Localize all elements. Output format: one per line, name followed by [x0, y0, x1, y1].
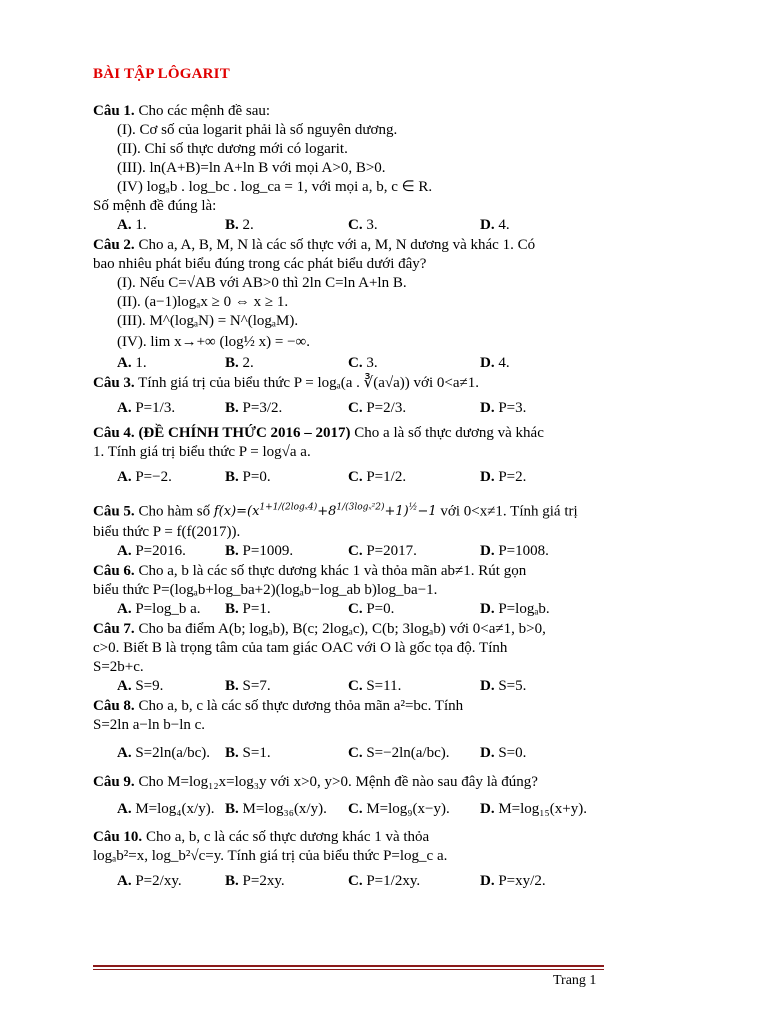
question-text-continued: logₐb²=x, log_b²√c=y. Tính giá trị của biểu thức P=log_c a. — [93, 848, 448, 864]
question-1 — [93, 102, 713, 236]
question-text: Tính giá trị của biểu thức P = logₐ(a . ∛(a√a)) với 0<a≠1. — [138, 375, 479, 391]
option-c[interactable]: C. 3. — [348, 217, 378, 233]
option-a[interactable]: A. P=1/3. — [117, 400, 176, 416]
option-c[interactable]: C. P=1/2. — [348, 469, 407, 485]
exam-source: (ĐỀ CHÍNH THỨC 2016 – 2017) — [138, 425, 351, 441]
statement: (I). Cơ số của logarit phải là số nguyên dương. — [117, 122, 398, 138]
question-text: Cho a là số thực dương và khác — [354, 425, 544, 441]
question-label: Câu 10. — [93, 829, 143, 845]
statement: (III). M^(logₐN) = N^(logₐM). — [117, 313, 299, 329]
option-c[interactable]: C. P=2/3. — [348, 400, 407, 416]
option-b[interactable]: B. P=1009. — [225, 543, 294, 559]
option-d[interactable]: D. P=3. — [480, 400, 527, 416]
option-a[interactable]: A. S=9. — [117, 678, 164, 694]
option-c[interactable]: C. M=log₉(x−y). — [348, 801, 450, 817]
option-b[interactable]: B. P=3/2. — [225, 400, 283, 416]
statement: (III). ln(A+B)=ln A+ln B với mọi A>0, B>0. — [117, 160, 386, 176]
footer-rule-thin — [93, 969, 604, 970]
function-formula: $f(x)=(x^{1+1/(2log_x4)}+8^{1/(3log_x^22)}+1)^{\frac{1}{2}}-1$ — [213, 503, 437, 520]
question-label: Câu 3. — [93, 375, 135, 391]
question-9 — [93, 773, 713, 828]
option-d[interactable]: D. P=1008. — [480, 543, 549, 559]
statement: (I). Nếu C=√AB với AB>0 thì 2ln C=ln A+ln B. — [117, 275, 407, 291]
question-6 — [93, 562, 713, 620]
option-d[interactable]: D. P=xy/2. — [480, 873, 546, 889]
option-a[interactable]: A. P=log_b a. — [117, 601, 201, 617]
option-b[interactable]: B. P=1. — [225, 601, 271, 617]
question-8 — [93, 697, 713, 773]
option-a[interactable]: A. P=−2. — [117, 469, 172, 485]
answer-options — [93, 792, 713, 828]
question-text: Cho hàm số — [138, 503, 211, 520]
question-tail: Số mệnh đề đúng là: — [93, 198, 217, 214]
option-d[interactable]: D. S=0. — [480, 745, 527, 761]
option-a[interactable]: A. P=2/xy. — [117, 873, 182, 889]
option-d[interactable]: D. 4. — [480, 217, 510, 233]
question-text-continued: biểu thức P=(logₐb+log_ba+2)(logₐb−log_ab b)log_ba−1. — [93, 582, 438, 598]
option-c[interactable]: C. P=2017. — [348, 543, 417, 559]
page-title: BÀI TẬP LÔGARIT — [93, 66, 230, 82]
option-c[interactable]: C. S=−2ln(a/bc). — [348, 745, 450, 761]
question-text: Cho a, b, c là các số thực dương thỏa mãn a²=bc. Tính — [138, 698, 464, 714]
option-c[interactable]: C. S=11. — [348, 678, 402, 694]
option-b[interactable]: B. 2. — [225, 217, 254, 233]
answer-options — [93, 216, 713, 236]
question-3 — [93, 374, 713, 424]
question-text: Cho các mệnh đề sau: — [138, 103, 271, 119]
question-7 — [93, 620, 713, 697]
option-a[interactable]: A. P=2016. — [117, 543, 186, 559]
question-label: Câu 7. — [93, 621, 135, 637]
question-2 — [93, 236, 713, 374]
question-text-continued: S=2ln a−ln b−ln c. — [93, 717, 206, 733]
option-b[interactable]: B. S=7. — [225, 678, 271, 694]
question-4 — [93, 424, 713, 493]
statement: (IV) logₐb . log_bc . log_ca = 1, với mọi a, b, c ∈ R. — [117, 179, 433, 195]
question-text: Cho ba điểm A(b; logₐb), B(c; 2logₐc), C(b; 3logₐb) với 0<a≠1, b>0, — [138, 621, 546, 637]
question-text: Cho a, b là các số thực dương khác 1 và thỏa mãn ab≠1. Rút gọn — [138, 563, 527, 579]
option-b[interactable]: B. P=0. — [225, 469, 271, 485]
question-text-continued: S=2b+c. — [93, 659, 144, 675]
option-b[interactable]: B. 2. — [225, 355, 254, 371]
answer-options — [93, 542, 713, 562]
option-c[interactable]: C. P=0. — [348, 601, 395, 617]
statement: (IV). lim x→+∞ (log½ x) = −∞. — [117, 334, 310, 350]
option-a[interactable]: A. 1. — [117, 217, 147, 233]
option-c[interactable]: C. P=1/2xy. — [348, 873, 421, 889]
option-d[interactable]: D. 4. — [480, 355, 510, 371]
option-b[interactable]: B. M=log₃₆(x/y). — [225, 801, 327, 817]
answer-options — [93, 735, 713, 773]
question-text: Cho a, b, c là các số thực dương khác 1 và thỏa — [145, 829, 430, 845]
statement: (II). (a−1)logₐx ≥ 0 ⇔ x ≥ 1. — [117, 294, 289, 310]
question-text-continued: 1. Tính giá trị biểu thức P = log√a a. — [93, 444, 311, 460]
answer-options — [93, 462, 713, 493]
question-text: Cho M=log₁₂x=log₃y với x>0, y>0. Mệnh đề nào sau đây là đúng? — [138, 774, 538, 790]
option-d[interactable]: D. S=5. — [480, 678, 527, 694]
option-d[interactable]: D. P=logₐb. — [480, 601, 550, 617]
answer-options — [93, 354, 713, 374]
answer-options — [93, 600, 713, 620]
question-list — [93, 102, 713, 897]
option-b[interactable]: B. S=1. — [225, 745, 271, 761]
option-a[interactable]: A. 1. — [117, 355, 147, 371]
question-label: Câu 9. — [93, 774, 135, 790]
option-d[interactable]: D. M=log₁₅(x+y). — [480, 801, 587, 817]
answer-options — [93, 677, 713, 697]
question-label: Câu 1. — [93, 103, 135, 119]
question-label: Câu 4. — [93, 425, 135, 441]
option-b[interactable]: B. P=2xy. — [225, 873, 285, 889]
page-number: Trang 1 — [553, 973, 597, 988]
statement: (II). Chỉ số thực dương mới có logarit. — [117, 141, 348, 157]
question-10 — [93, 828, 713, 897]
question-text-continued: bao nhiêu phát biểu đúng trong các phát biểu dưới đây? — [93, 256, 427, 272]
option-a[interactable]: A. M=log₄(x/y). — [117, 801, 215, 817]
question-text-after: với 0<x≠1. Tính giá trị — [440, 503, 578, 520]
footer-rule-thick — [93, 965, 604, 967]
question-text-continued: biểu thức P = f(f(2017)). — [93, 524, 241, 540]
question-label: Câu 5. — [93, 503, 135, 520]
question-label: Câu 6. — [93, 563, 135, 579]
option-a[interactable]: A. S=2ln(a/bc). — [117, 745, 211, 761]
question-text-continued: c>0. Biết B là trọng tâm của tam giác OAC với O là gốc tọa độ. Tính — [93, 640, 508, 656]
question-label: Câu 8. — [93, 698, 135, 714]
answer-options — [93, 866, 713, 897]
question-5 — [93, 493, 713, 562]
question-label: Câu 2. — [93, 237, 135, 253]
option-d[interactable]: D. P=2. — [480, 469, 527, 485]
answer-options — [93, 393, 713, 424]
option-c[interactable]: C. 3. — [348, 355, 378, 371]
question-text: Cho a, A, B, M, N là các số thực với a, M, N dương và khác 1. Có — [138, 237, 536, 253]
